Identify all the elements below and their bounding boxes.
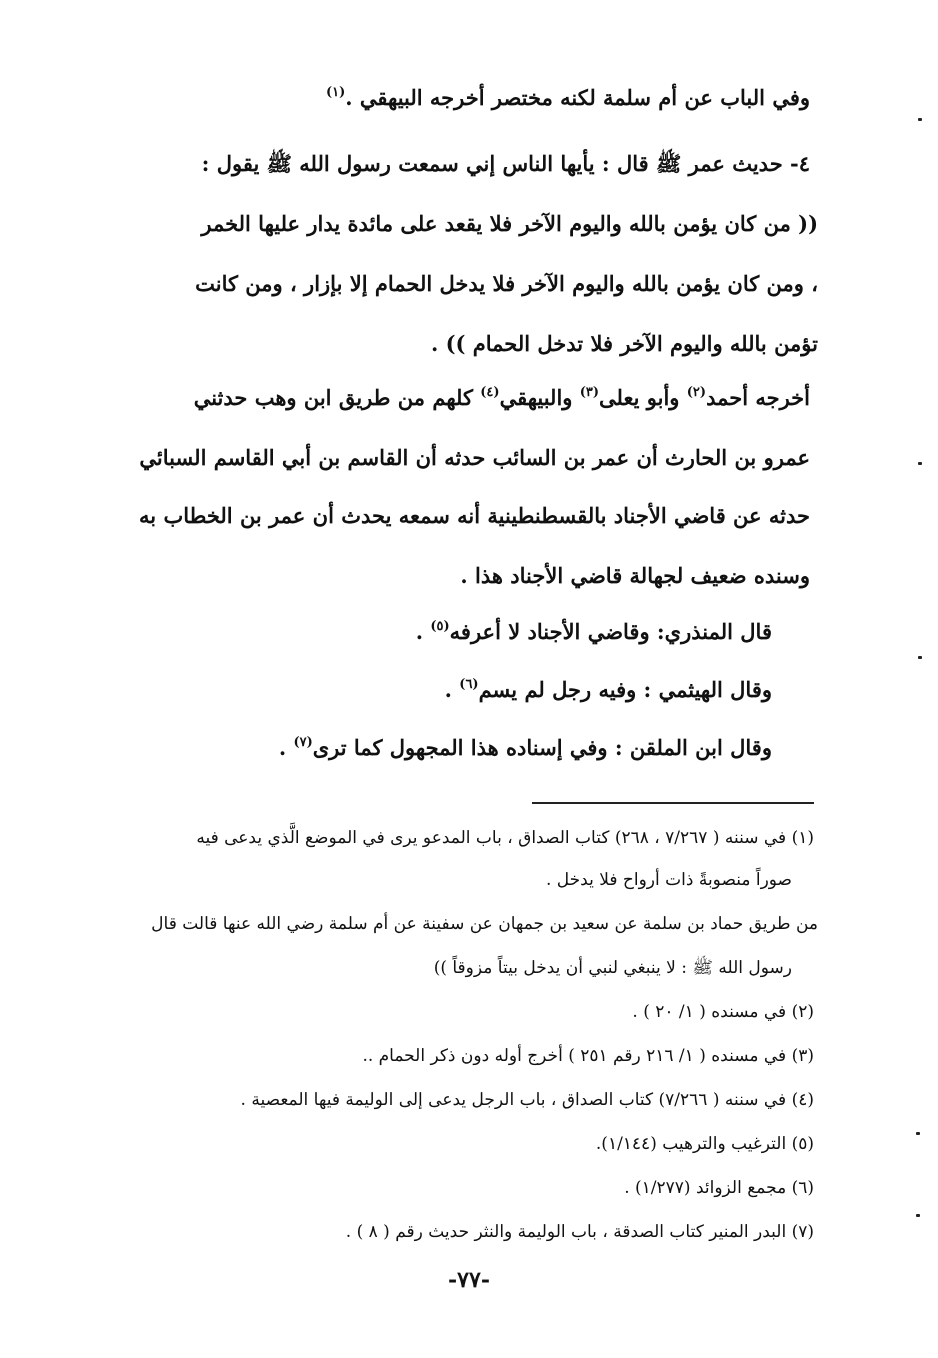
footnote-2: (٢) في مسنده ( ١/ ٢٠ ) . bbox=[632, 1002, 814, 1022]
footnote-ref-7: (٧) bbox=[293, 735, 313, 750]
footnote-ref-2: (٢) bbox=[686, 385, 707, 400]
footnote-1-line-3: من طريق حماد بن سلمة عن سعيد بن جمهان عن سفينة عن أم سلمة رضي الله عنها قالت قال bbox=[151, 914, 818, 934]
quote-text: وقال الهيثمي : وفيه رجل لم يسم bbox=[478, 677, 772, 702]
quote-ibn-mulaqqin bbox=[279, 728, 772, 772]
footnote-1-line-2: صوراً منصوبةً ذات أرواح فلا يدخل . bbox=[545, 870, 792, 890]
footnote-1-line-1: (١) في سننه ( ٧/٢٦٧ ، ٢٦٨) كتاب الصداق ، باب المدعو يرى في الموضع الَّذي يدعى فيه bbox=[196, 828, 814, 848]
takhrij-line-3: حدثه عن قاضي الأجناد بالقسطنطينية أنه سمعه يحدث أن عمر بن الخطاب به bbox=[139, 503, 810, 528]
footnote-7: (٧) البدر المنير كتاب الصدقة ، باب الوليمة والنثر حديث رقم ( ٨ ) . bbox=[345, 1222, 814, 1242]
footnote-separator bbox=[532, 802, 814, 804]
page-number: -٧٧- bbox=[448, 1267, 490, 1293]
quote-mundhiri bbox=[416, 612, 772, 656]
scan-speck bbox=[918, 118, 922, 121]
paragraph-umm-salama bbox=[326, 78, 810, 122]
takhrij-line-4: وسنده ضعيف لجهالة قاضي الأجناد هذا . bbox=[460, 563, 810, 588]
footnote-5: (٥) الترغيب والترهيب (١/١٤٤). bbox=[595, 1134, 814, 1154]
footnote-ref-4: (٤) bbox=[480, 385, 500, 400]
footnote-ref-3: (٣) bbox=[579, 385, 600, 400]
takhrij-text-rest: كلهم من طريق ابن وهب حدثني bbox=[193, 385, 481, 410]
scan-speck bbox=[918, 656, 922, 659]
footnote-1-line-4: رسول الله ﷺ : لا ينبغي لنبي أن يدخل بيتاً مزوقاً )) bbox=[433, 958, 792, 978]
takhrij-line-1 bbox=[194, 378, 810, 422]
quote-end: . bbox=[415, 619, 431, 644]
scan-speck bbox=[916, 1214, 920, 1217]
takhrij-text-abu-yala: وأبو يعلى bbox=[599, 385, 687, 410]
hadith-text-line-2: ، ومن كان يؤمن بالله واليوم الآخر فلا يدخل الحمام إلا بإزار ، ومن كانت bbox=[195, 271, 818, 296]
quote-end: . bbox=[444, 677, 460, 702]
quote-text: قال المنذري: وقاضي الأجناد لا أعرفه bbox=[449, 619, 772, 644]
footnote-ref-6: (٦) bbox=[459, 677, 479, 692]
footnote-6: (٦) مجمع الزوائد (١/٢٧٧) . bbox=[624, 1178, 814, 1198]
takhrij-text-bayhaqi: والبيهقي bbox=[499, 385, 580, 410]
quote-text: وقال ابن الملقن : وفي إسناده هذا المجهول كما ترى bbox=[312, 735, 772, 760]
footnote-4: (٤) في سننه ( ٧/٢٦٦) كتاب الصداق ، باب الرجل يدعى إلى الوليمة فيها المعصية . bbox=[240, 1090, 814, 1110]
footnote-ref-1: (١) bbox=[325, 85, 346, 100]
hadith-heading: ٤- حديث عمر ﷺ قال : يأيها الناس إني سمعت رسول الله ﷺ يقول : bbox=[201, 151, 810, 176]
takhrij-text-ahmad: أخرجه أحمد bbox=[706, 385, 810, 410]
footnote-3: (٣) في مسنده ( ١/ ٢١٦ رقم ٢٥١ ) أخرج أوله دون ذكر الحمام .. bbox=[362, 1046, 814, 1066]
scan-speck bbox=[916, 1132, 920, 1135]
hadith-text-line-1: (( من كان يؤمن بالله واليوم الآخر فلا يقعد على مائدة يدار عليها الخمر bbox=[201, 211, 818, 236]
quote-haythami bbox=[445, 670, 772, 714]
quote-end: . bbox=[278, 735, 294, 760]
paragraph-text: وفي الباب عن أم سلمة لكنه مختصر أخرجه البيهقي . bbox=[345, 85, 810, 110]
takhrij-line-2: عمرو بن الحارث أن عمر بن السائب حدثه أن القاسم بن أبي القاسم السبائي bbox=[139, 445, 810, 470]
hadith-text-line-3: تؤمن بالله واليوم الآخر فلا تدخل الحمام )) . bbox=[430, 331, 818, 356]
footnote-ref-5: (٥) bbox=[430, 619, 450, 634]
scan-speck bbox=[918, 462, 922, 465]
